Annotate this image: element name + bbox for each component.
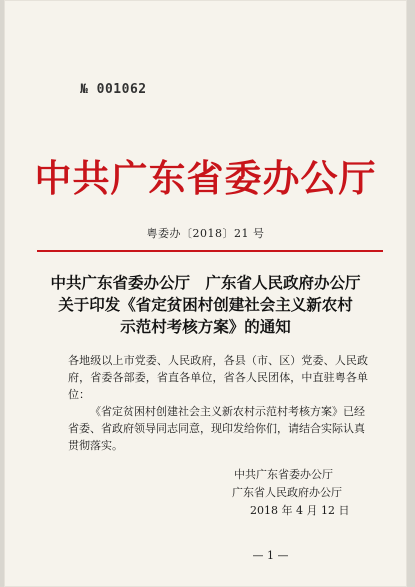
document-page [4,0,407,587]
page-number: — 1 — [252,549,289,562]
notice-title [4,272,407,338]
notice-title-line-1: 中共广东省委办公厅 广东省人民政府办公厅 [50,273,361,292]
signature-party-office: 中共广东省委办公厅 [234,468,333,481]
issue-date: 2018 年 4 月 12 日 [250,504,350,517]
body-paragraph: 《省定贫困村创建社会主义新农村示范村考核方案》已经省委、省政府领导同志同意，现印发给你们，请结合实际认真贯彻落实。 [68,405,365,452]
notice-title-line-3: 示范村考核方案》的通知 [120,317,291,336]
serial-number: № 001062 [80,82,147,97]
signature-block [232,466,349,520]
issuer-heading: 中共广东省委办公厅 [34,156,377,200]
document-number: 粤委办〔2018〕21 号 [146,227,265,240]
signature-government-office: 广东省人民政府办公厅 [232,486,342,499]
addressee-paragraph: 各地级以上市党委、人民政府，各县（市、区）党委、人民政府，省委各部委，省直各单位，省各人民团体，中直驻粤各单位： [68,354,368,401]
notice-title-line-2: 关于印发《省定贫困村创建社会主义新农村 [58,295,353,314]
red-divider-line [37,250,383,252]
document-body [68,352,368,454]
